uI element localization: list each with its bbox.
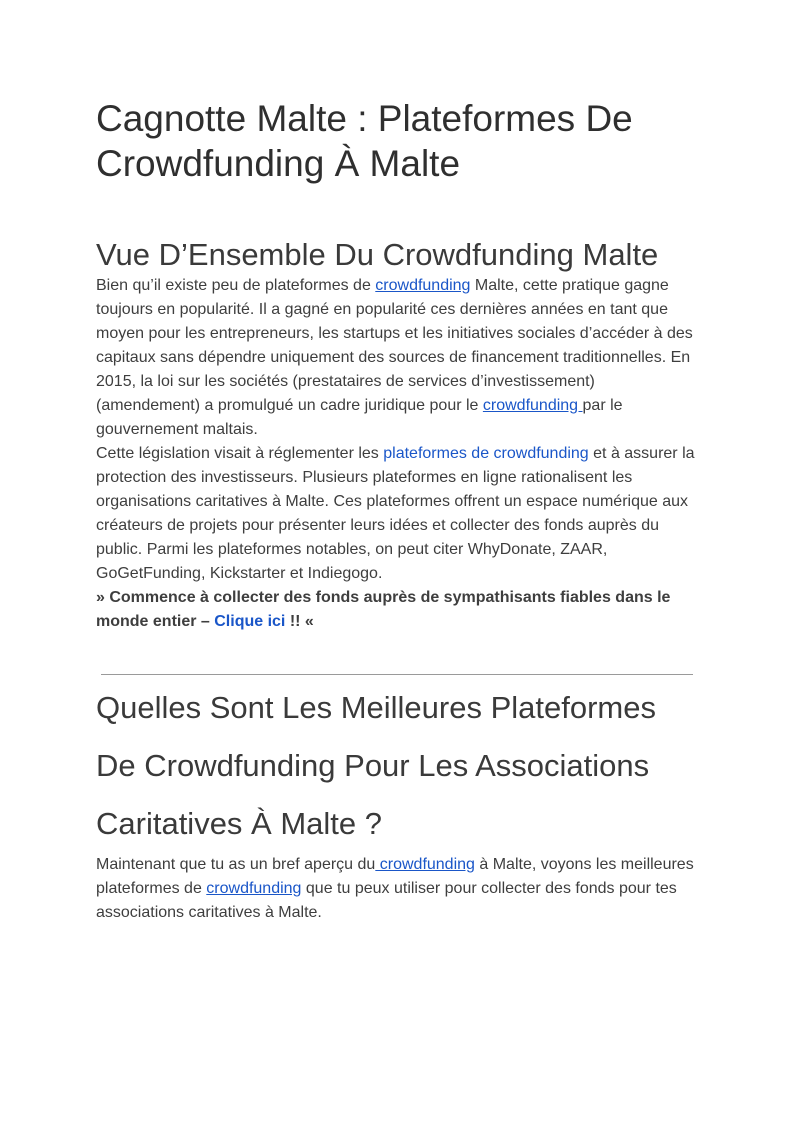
- paragraph-text: Bien qu’il existe peu de plateformes de: [96, 277, 376, 294]
- cta-text: » Commence à collecter des fonds auprès de sympathisants fiables dans le monde entier –: [96, 589, 671, 630]
- cta-text-end: !! «: [285, 613, 314, 630]
- paragraph-text: à Malte, voyons les meilleures plateformes de: [96, 856, 694, 897]
- horizontal-divider: [101, 674, 693, 675]
- paragraph-text: par le gouvernement maltais.: [96, 397, 623, 438]
- page-title-line-1: Cagnotte Malte : Plateformes De: [96, 98, 633, 139]
- section-heading-best-platforms: [96, 679, 701, 853]
- paragraph-text: et à assurer la protection des investisseurs. Plusieurs plateformes en ligne rationalisent les organisations caritatives à Malte. Ces plateformes offrent un espace numérique aux créateurs de projets pour présenter leurs idées et collecter des fonds auprès du public. Parmi les plateformes notables, on peut citer WhyDonate, ZAAR, GoGetFunding, Kickstarter et Indiegogo.: [96, 445, 695, 582]
- crowdfunding-link[interactable]: crowdfunding: [206, 880, 302, 897]
- call-to-action: [96, 586, 701, 634]
- overview-paragraph-2: [96, 442, 701, 586]
- best-platforms-paragraph: [96, 853, 701, 925]
- page-title-line-2: Crowdfunding À Malte: [96, 143, 461, 184]
- section-heading-overview: Vue D’Ensemble Du Crowdfunding Malte: [96, 237, 659, 272]
- paragraph-text: Cette législation visait à réglementer les: [96, 445, 384, 462]
- paragraph-text: que tu peux utiliser pour collecter des fonds pour tes associations caritatives à Malte.: [96, 880, 677, 921]
- heading-line-1: Quelles Sont Les Meilleures Plateformes: [96, 690, 656, 725]
- heading-line-2: De Crowdfunding Pour Les Associations: [96, 748, 650, 783]
- overview-paragraph-1: [96, 274, 701, 442]
- page-title: [96, 96, 701, 186]
- crowdfunding-link[interactable]: crowdfunding: [375, 856, 475, 873]
- crowdfunding-platforms-link[interactable]: plateformes de crowdfunding: [383, 445, 589, 462]
- click-here-link[interactable]: Clique ici: [214, 613, 286, 630]
- paragraph-text: Malte, cette pratique gagne toujours en popularité. Il a gagné en popularité ces dernières années en tant que moyen pour les entrepreneurs, les startups et les initiatives sociales d’accéder à des capitaux sans dépendre uniquement des sources de financement traditionnelles. En 2015, la loi sur les sociétés (prestataires de services d’investissement) (amendement) a promulgué un cadre juridique pour le: [96, 277, 693, 414]
- crowdfunding-link[interactable]: crowdfunding: [482, 397, 583, 414]
- document-page: [96, 96, 701, 925]
- heading-line-3: Caritatives À Malte ?: [96, 806, 382, 841]
- paragraph-text: Maintenant que tu as un bref aperçu du: [96, 856, 376, 873]
- crowdfunding-link[interactable]: crowdfunding: [375, 277, 471, 294]
